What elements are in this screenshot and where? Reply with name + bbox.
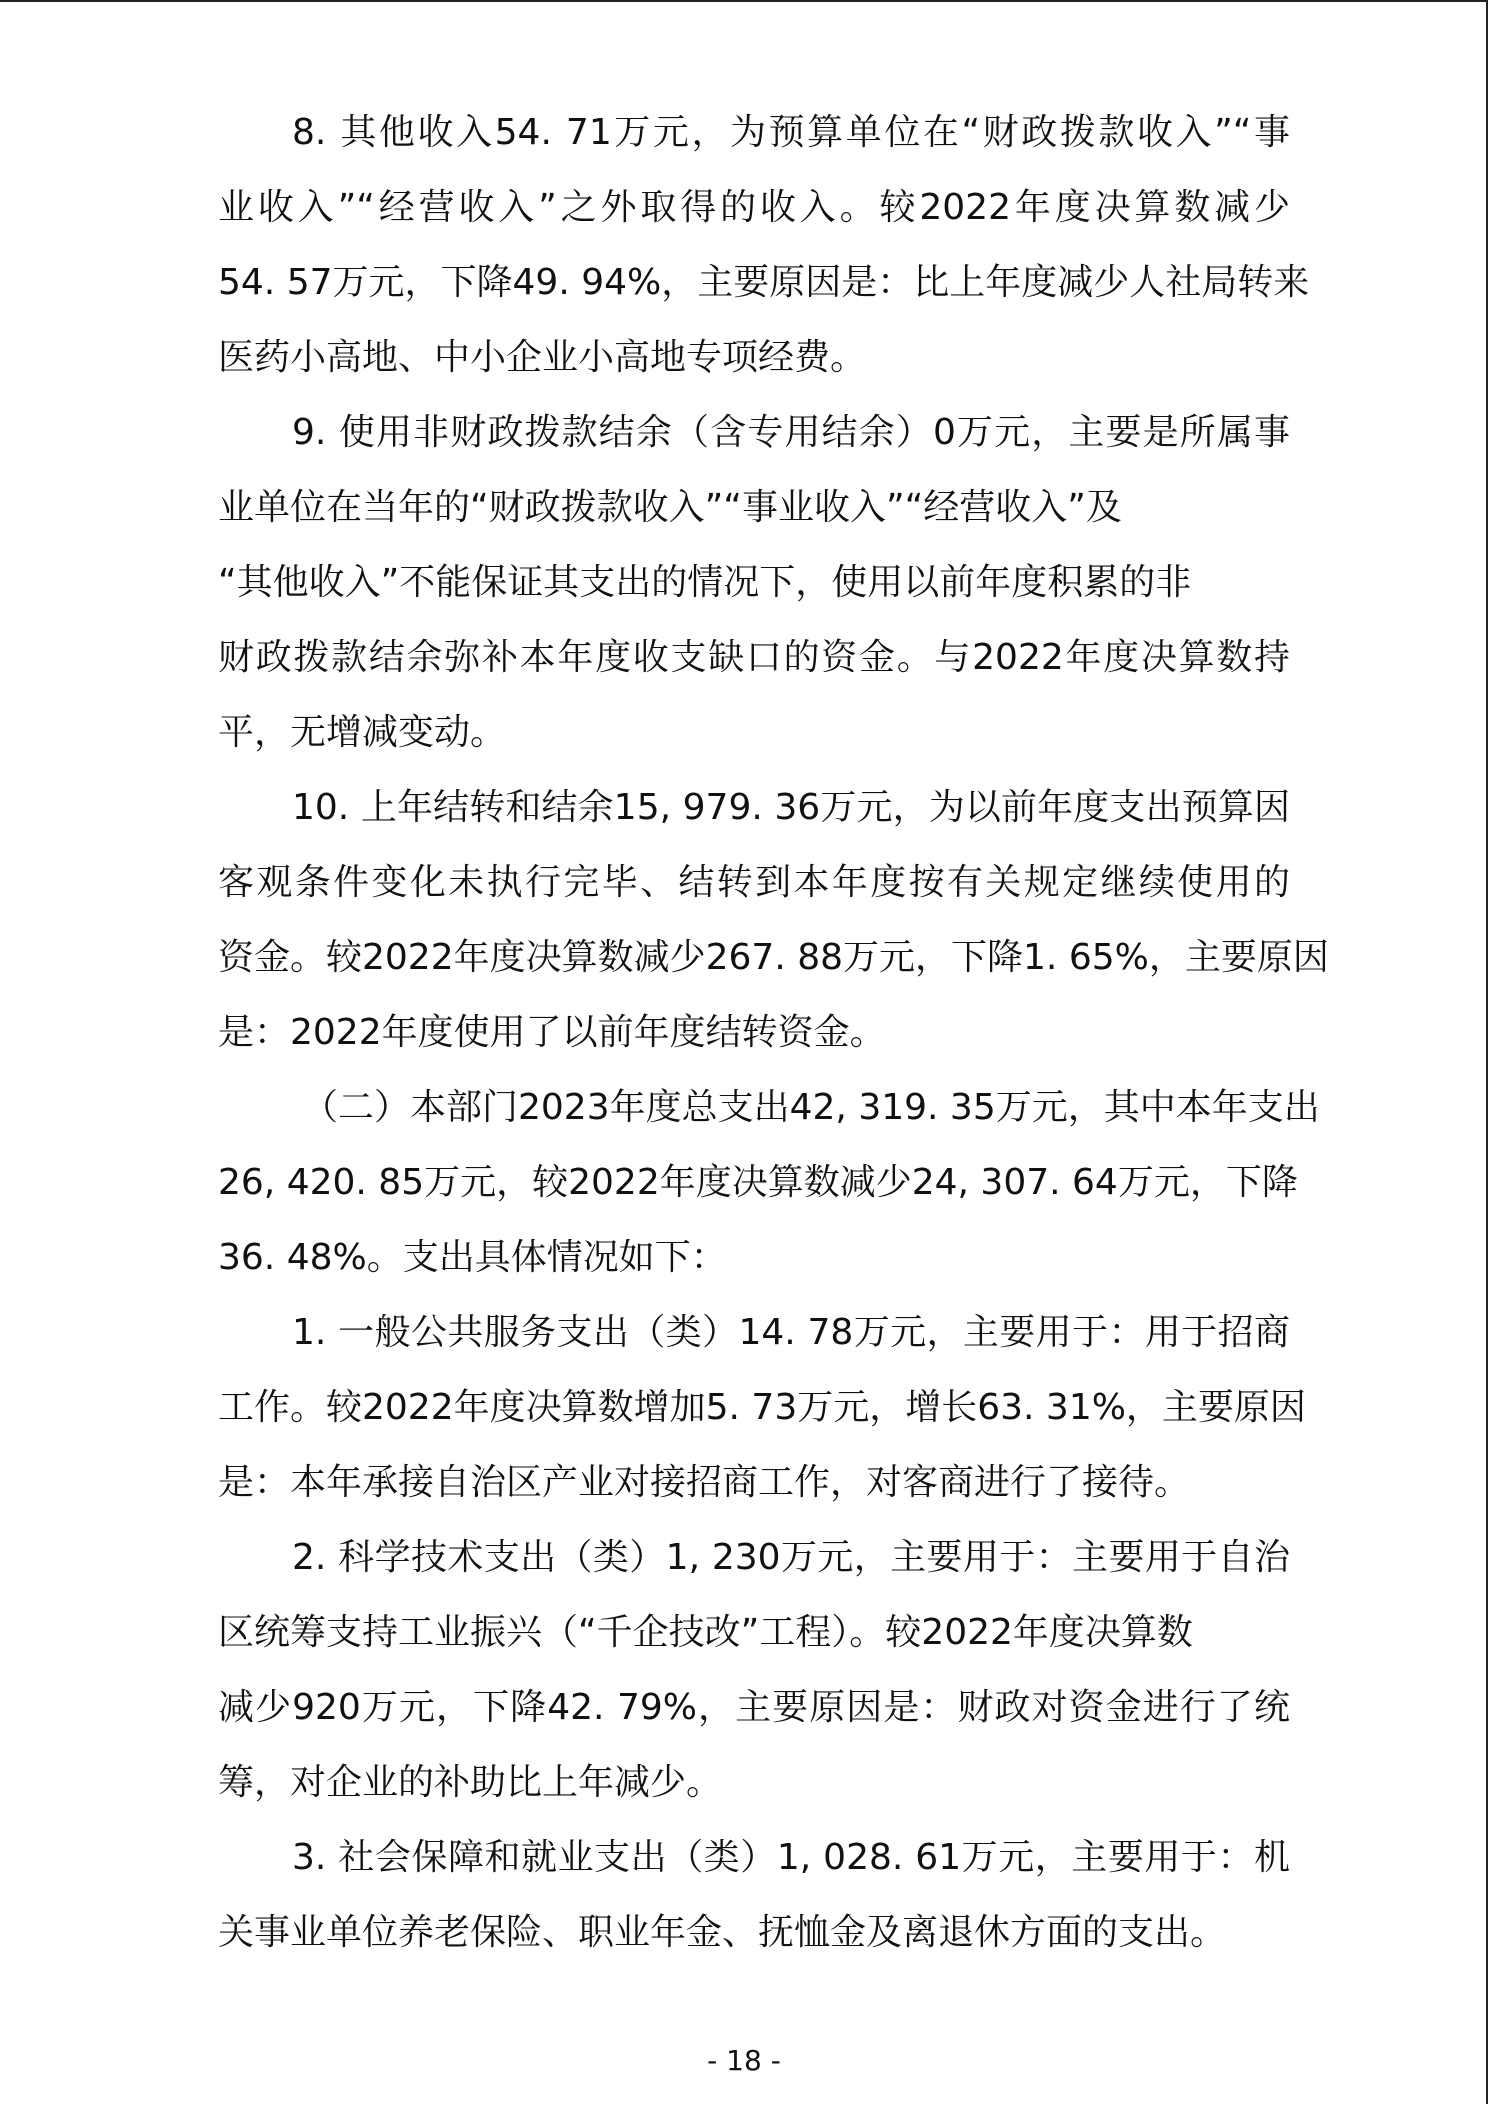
text-line: 业收入”“经营收入”之外取得的收入。较2022年度决算数减少	[218, 187, 1290, 228]
text-line: 54. 57万元，下降49. 94%，主要原因是：比上年度减少人社局转来	[218, 262, 1310, 303]
text-line: 平，无增减变动。	[218, 712, 507, 753]
text-line: 是：2022年度使用了以前年度结转资金。	[218, 1012, 886, 1053]
text-line: 关事业单位养老保险、职业年金、抚恤金及离退休方面的支出。	[218, 1912, 1227, 1953]
text-line: 医药小高地、中小企业小高地专项经费。	[218, 337, 867, 378]
text-line: 10. 上年结转和结余15, 979. 36万元，为以前年度支出预算因	[292, 787, 1290, 828]
text-line: 8. 其他收入54. 71万元，为预算单位在“财政拨款收入”“事	[292, 112, 1290, 153]
text-line: 1. 一般公共服务支出（类）14. 78万元，主要用于：用于招商	[292, 1312, 1290, 1353]
text-line: 是：本年承接自治区产业对接招商工作，对客商进行了接待。	[218, 1462, 1191, 1503]
text-line: 36. 48%。支出具体情况如下：	[218, 1237, 727, 1278]
text-line: 业单位在当年的“财政拨款收入”“事业收入”“经营收入”及	[218, 487, 1122, 528]
text-line: 资金。较2022年度决算数减少267. 88万元，下降1. 65%，主要原因	[218, 937, 1329, 978]
text-line: 9. 使用非财政拨款结余（含专用结余）0万元，主要是所属事	[292, 412, 1290, 453]
text-line: 财政拨款结余弥补本年度收支缺口的资金。与2022年度决算数持	[218, 637, 1290, 678]
text-line: 26, 420. 85万元，较2022年度决算数减少24, 307. 64万元，下降	[218, 1162, 1298, 1203]
text-line: 筹，对企业的补助比上年减少。	[218, 1762, 723, 1803]
text-line: 减少920万元，下降42. 79%，主要原因是：财政对资金进行了统	[218, 1687, 1290, 1728]
text-line: “其他收入”不能保证其支出的情况下，使用以前年度积累的非	[218, 562, 1192, 603]
text-line: 区统筹支持工业振兴（“千企技改”工程）。较2022年度决算数	[218, 1612, 1193, 1653]
text-line: 3. 社会保障和就业支出（类）1, 028. 61万元，主要用于：机	[292, 1837, 1290, 1878]
text-line: 2. 科学技术支出（类）1, 230万元，主要用于：主要用于自治	[292, 1537, 1290, 1578]
text-line: （二）本部门2023年度总支出42, 319. 35万元，其中本年支出	[302, 1087, 1320, 1128]
text-line: 工作。较2022年度决算数增加5. 73万元，增长63. 31%，主要原因	[218, 1387, 1306, 1428]
page-number: - 18 -	[707, 2044, 781, 2077]
text-line: 客观条件变化未执行完毕、结转到本年度按有关规定继续使用的	[218, 862, 1290, 903]
